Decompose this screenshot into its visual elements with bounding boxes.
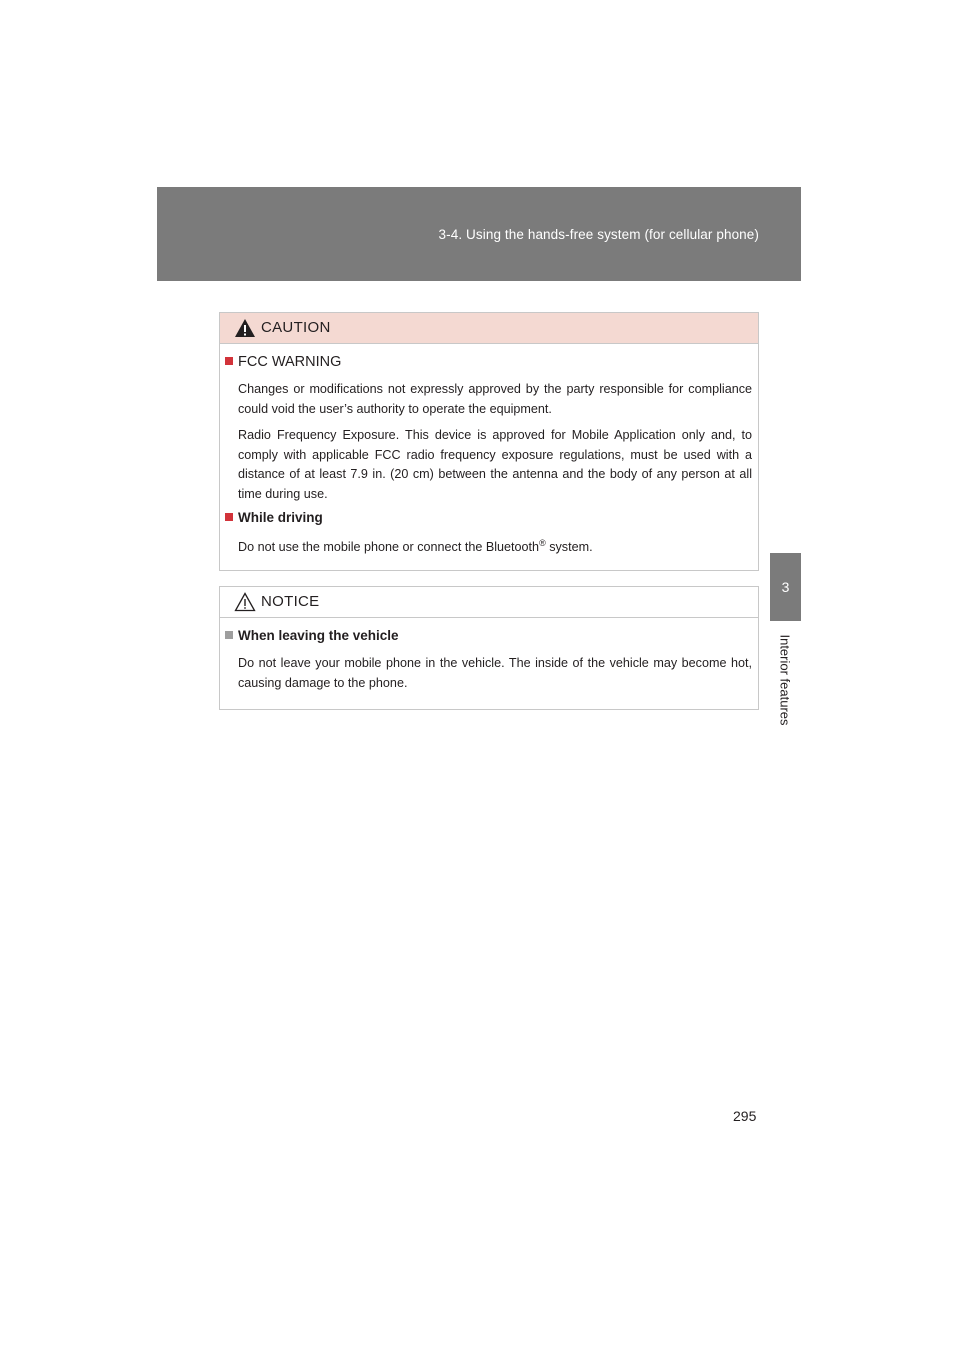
chapter-side-label-text: Interior features xyxy=(777,634,793,726)
bullet-square xyxy=(225,357,233,365)
fcc-warning-title: FCC WARNING xyxy=(225,354,341,370)
while-driving-title: While driving xyxy=(225,510,323,525)
fcc-paragraph-1: Changes or modifications not expressly approved by the party responsible for compliance could void the user’s authority to operate the equipment. xyxy=(238,382,752,416)
notice-header xyxy=(220,587,758,618)
chapter-number-tab: 3 xyxy=(770,553,801,621)
caution-box xyxy=(219,312,759,571)
bullet-square xyxy=(225,513,233,521)
notice-box xyxy=(219,586,759,710)
page-number: 295 xyxy=(733,1108,757,1124)
caution-label: CAUTION xyxy=(261,319,331,336)
chapter-side-label xyxy=(774,630,796,730)
caution-header xyxy=(220,313,758,344)
leaving-vehicle-text: Do not leave your mobile phone in the vehicle. The inside of the vehicle may become hot, causing damage to the phone. xyxy=(238,656,752,690)
notice-label: NOTICE xyxy=(261,593,320,610)
section-title: 3-4. Using the hands-free system (for cellular phone) xyxy=(438,227,759,242)
warning-triangle-outline-icon xyxy=(234,592,256,612)
fcc-paragraph-2: Radio Frequency Exposure. This device is approved for Mobile Application only and, to comply with applicable FCC radio frequency exposure regulations, must be used with a distance of at least 7.9 in. (20 cm) between the antenna and the body of any person at all time during use. xyxy=(238,428,752,501)
bullet-square xyxy=(225,631,233,639)
warning-triangle-icon xyxy=(234,318,256,338)
chapter-header-band xyxy=(157,187,801,281)
while-driving-text: Do not use the mobile phone or connect the Bluetooth® system. xyxy=(238,538,593,555)
leaving-vehicle-title: When leaving the vehicle xyxy=(225,628,399,643)
